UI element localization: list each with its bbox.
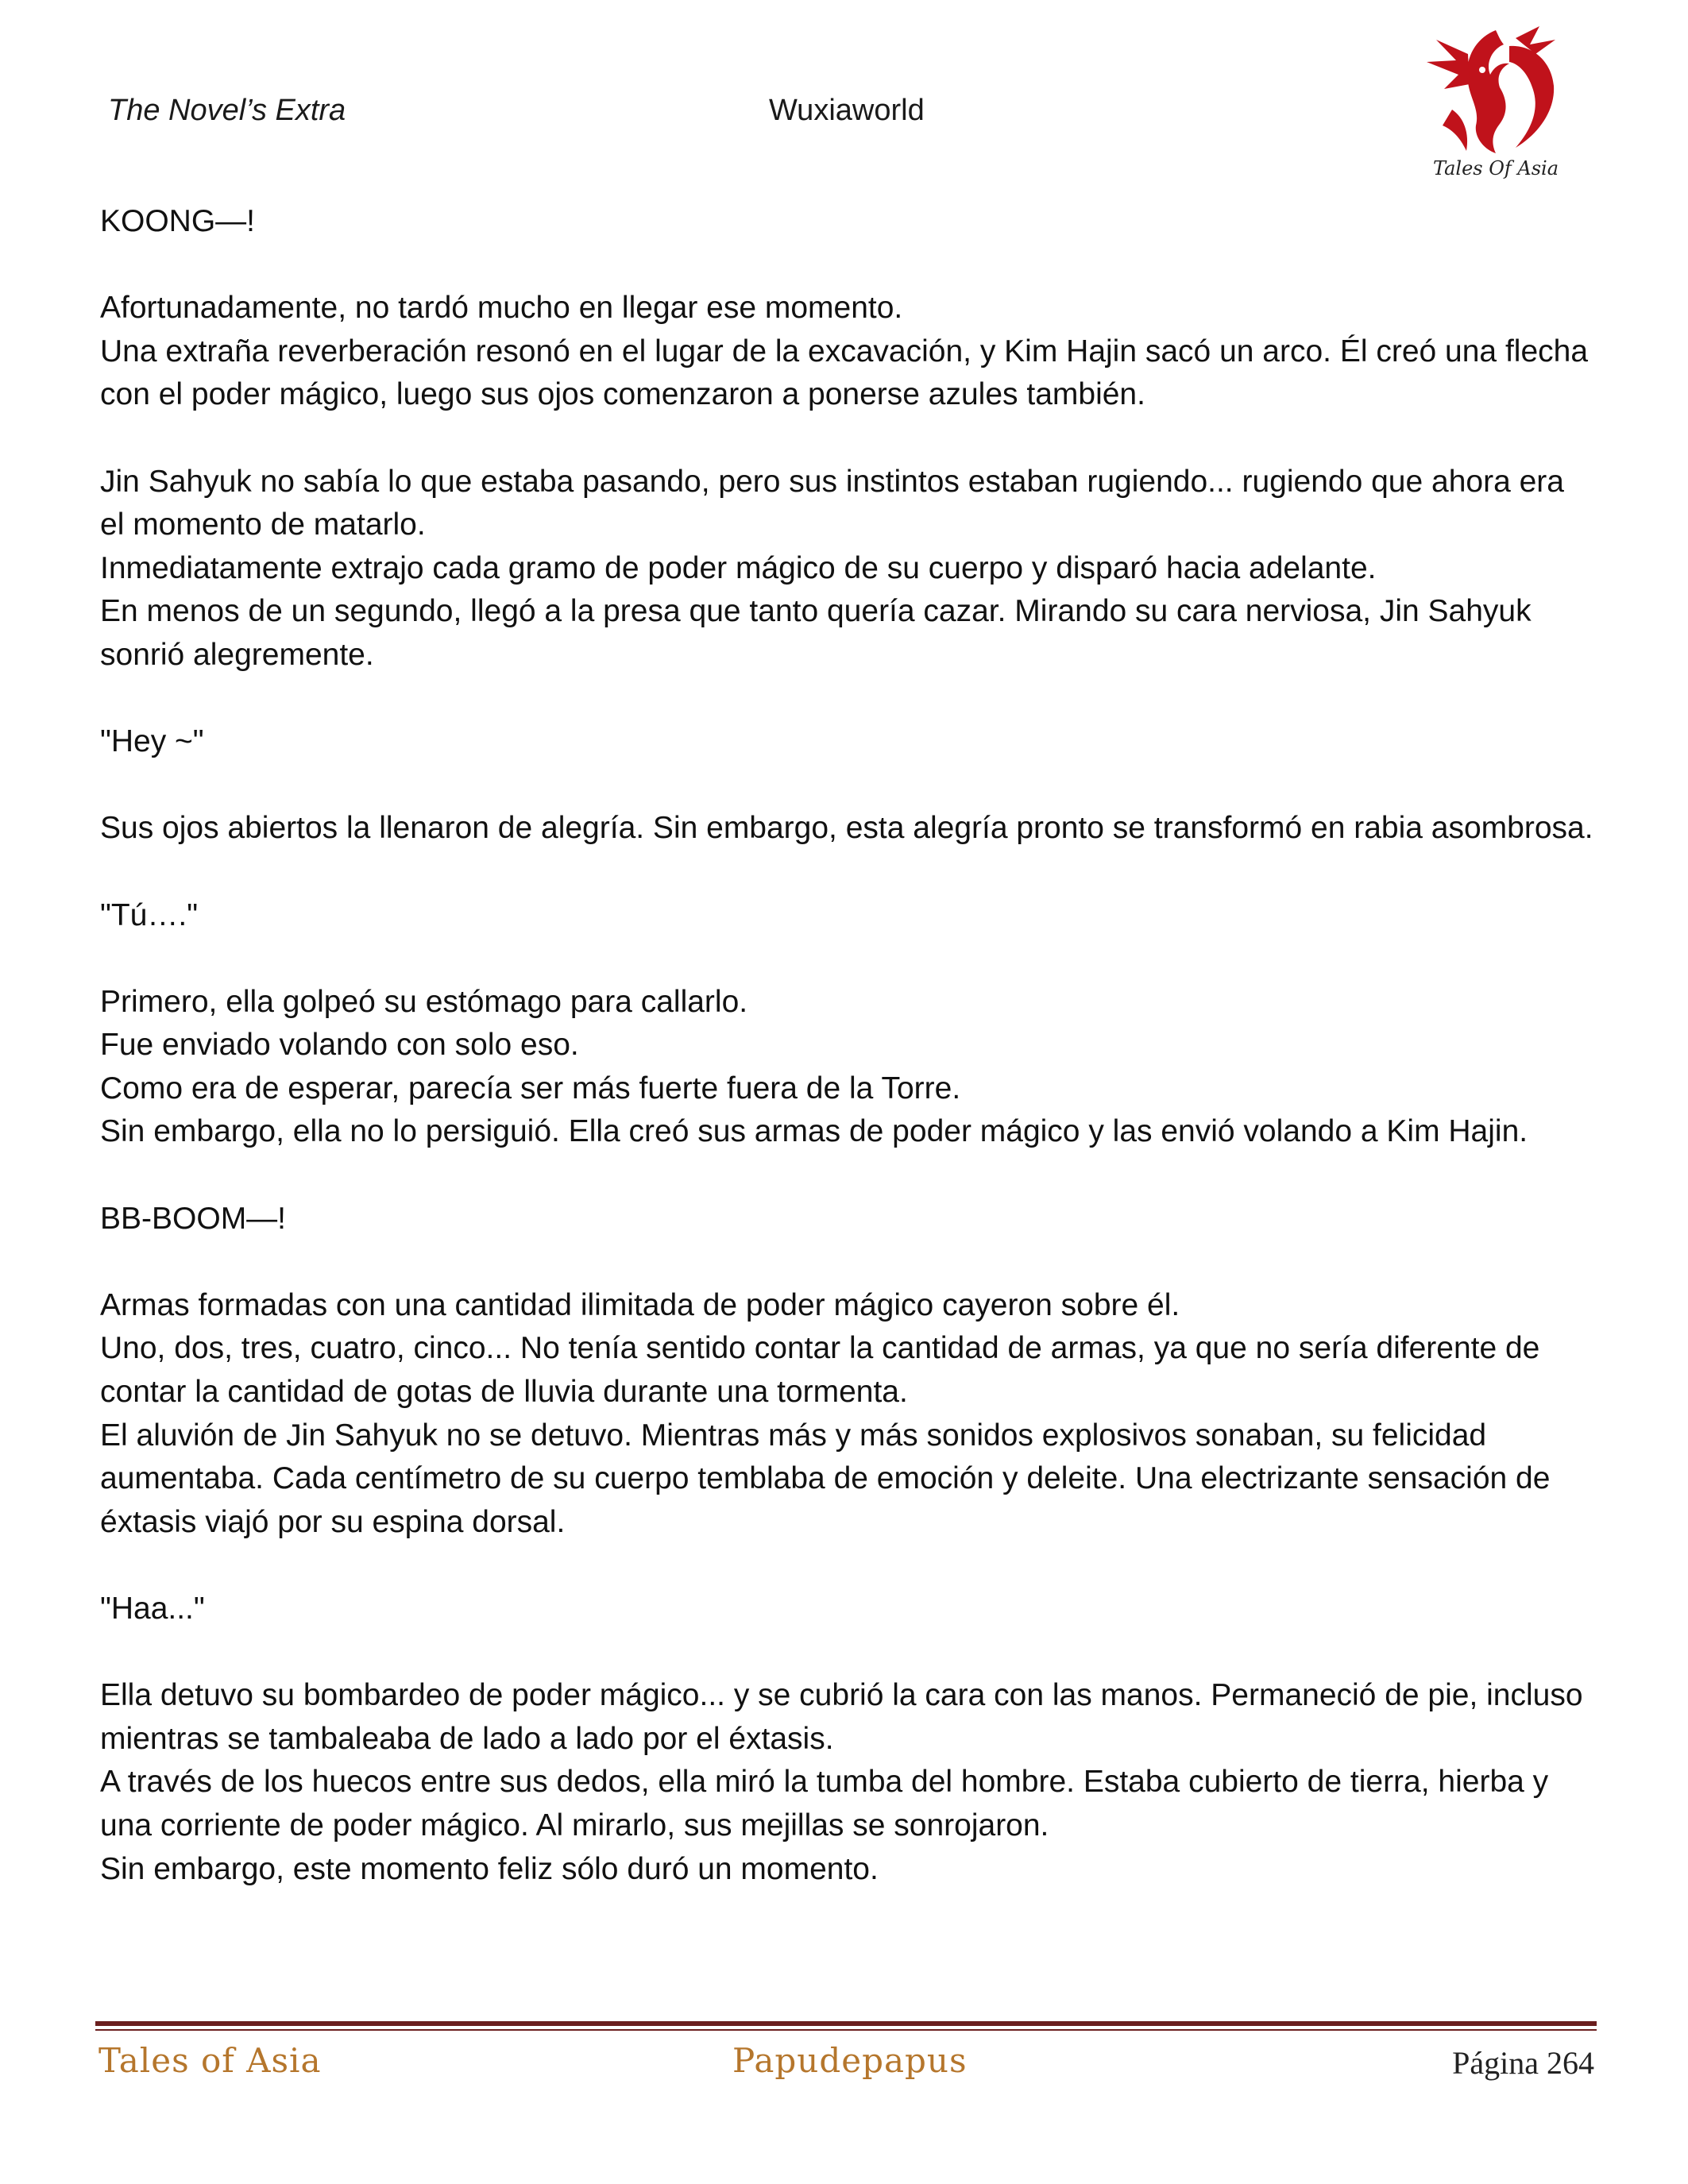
paragraph: Sus ojos abiertos la llenaron de alegría. Sin embargo, esta alegría pronto se transformó en rabia asombrosa. (100, 811, 1593, 846)
book-title: The Novel’s Extra (108, 94, 346, 127)
paragraph: "Haa..." (100, 1592, 205, 1626)
paragraph: Jin Sahyuk no sabía lo que estaba pasando, pero sus instintos estaban rugiendo... rugiendo que ahora era el momento de matarlo. Inmediatamente extrajo cada gramo de poder mágico de su cuerpo y disparó hacia adelante. En menos de un segundo, llegó a la presa que tanto quería cazar. Mirando su cara nerviosa, Jin Sahyuk sonrió alegremente. (100, 464, 1564, 672)
paragraph: Afortunadamente, no tardó mucho en llegar ese momento. Una extraña reverberación resonó en el lugar de la excavación, y Kim Hajin sacó un arco. Él creó una flecha con el poder mágico, luego sus ojos comenzaron a ponerse azules también. (100, 291, 1589, 412)
site-name: Wuxiaworld (769, 94, 925, 127)
paragraph: "Tú…." (100, 897, 199, 932)
paragraph: BB-BOOM—! (100, 1201, 287, 1236)
footer-translator: Papudepapus (732, 2041, 968, 2080)
page-number: Página 264 (1452, 2045, 1594, 2081)
paragraph: Armas formadas con una cantidad ilimitada de poder mágico cayeron sobre él. Uno, dos, tres, cuatro, cinco... No tenía sentido contar la cantidad de armas, ya que no sería diferente de contar la cantidad de gotas de lluvia durante una tormenta. El aluvión de Jin Sahyuk no se detuvo. Mientras más y más sonidos explosivos sonaban, su felicidad aumentaba. Cada centímetro de su cuerpo temblaba de emoción y deleite. Una electrizante sensación de éxtasis viajó por su espina dorsal. (100, 1287, 1551, 1539)
footer-divider-thin (95, 2029, 1597, 2031)
footer-divider (95, 2021, 1597, 2032)
footer-divider-thick (95, 2021, 1597, 2026)
dragon-icon (1420, 22, 1571, 161)
chapter-body (100, 200, 1593, 1935)
paragraph: KOONG—! (100, 204, 256, 238)
paragraph: "Hey ~" (100, 724, 204, 759)
paragraph: Primero, ella golpeó su estómago para callarlo. Fue enviado volando con solo eso. Como era de esperar, parecía ser más fuerte fuera de la Torre. Sin embargo, ella no lo persiguió. Ella creó sus armas de poder mágico y las envió volando a Kim Hajin. (100, 984, 1528, 1149)
footer-site-name: Tales of Asia (98, 2041, 322, 2080)
tales-of-asia-logo (1420, 22, 1571, 189)
logo-text: Tales Of Asia (1432, 157, 1559, 179)
paragraph: Ella detuvo su bombardeo de poder mágico... y se cubrió la cara con las manos. Permaneció de pie, incluso mientras se tambaleaba de lado a lado por el éxtasis. A través de los huecos entre sus dedos, ella miró la tumba del hombre. Estaba cubierto de tierra, hierba y una corriente de poder mágico. Al mirarlo, sus mejillas se sonrojaron. Sin embargo, este momento feliz sólo duró un momento. (100, 1678, 1583, 1886)
